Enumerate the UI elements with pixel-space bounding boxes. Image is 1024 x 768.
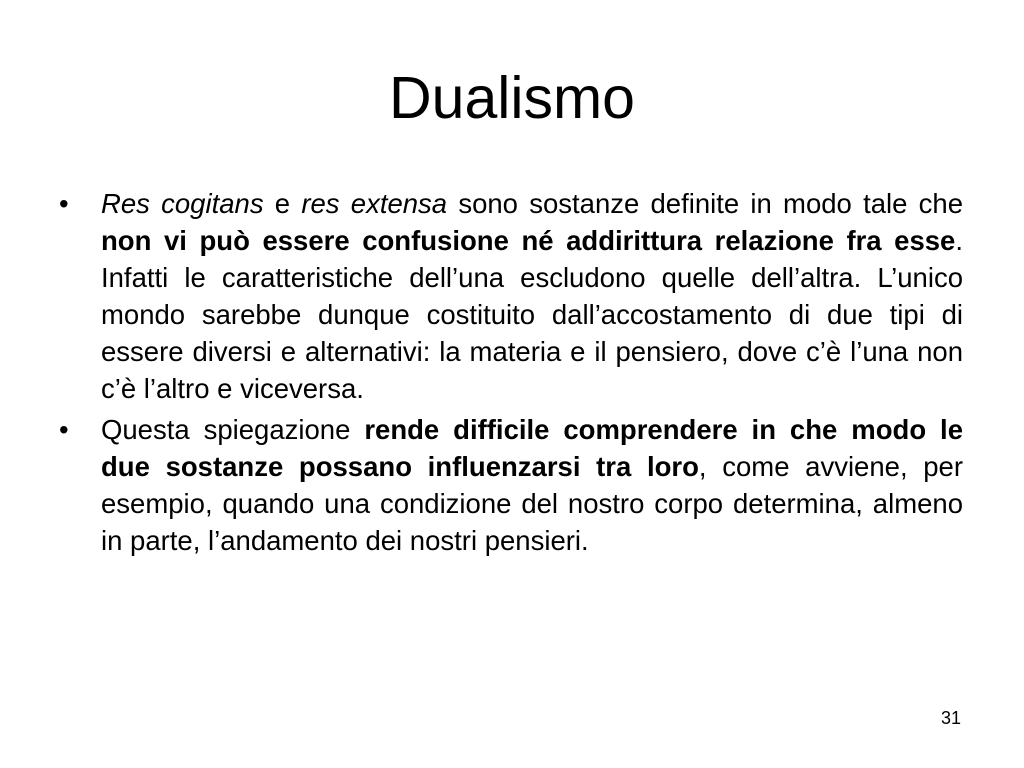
bullet-text-2 — [101, 411, 963, 559]
italic-term-res-extensa: res extensa — [301, 188, 448, 219]
slide-title: Dualismo — [389, 65, 635, 131]
bold-phrase: rende difficile comprendere in che modo le due sostanze possano influenzarsi tra loro — [101, 414, 963, 482]
text-segment: , come avviene, per esempio, quando una condizione del nostro corpo determina, almeno in parte, l’andamento dei nostri pensieri. — [101, 451, 964, 556]
bullet-list — [55, 185, 963, 563]
bullet-item-2 — [55, 411, 963, 559]
italic-term-res-cogitans: Res cogitans — [101, 188, 264, 219]
text-segment: sono sostanze definite in modo tale che — [447, 188, 963, 219]
bold-phrase: non vi può essere confusione né addirittura relazione fra esse — [101, 225, 956, 256]
bullet-item-1 — [55, 185, 963, 407]
text-segment: . Infatti le caratteristiche dell’una escludono quelle dell’altra. L’unico mondo sarebbe dunque costituito dall’accostamento di due tipi di essere diversi e alternativi: la materia e il pensiero, dove c’è l’una non c’è l’altro e viceversa. — [101, 225, 963, 404]
text-segment: e — [263, 188, 302, 219]
page-number: 31 — [940, 708, 961, 728]
bullet-text-1 — [101, 185, 963, 407]
text-segment: Questa spiegazione — [101, 414, 365, 445]
bullet-marker: • — [59, 414, 69, 445]
bullet-marker: • — [59, 188, 69, 219]
